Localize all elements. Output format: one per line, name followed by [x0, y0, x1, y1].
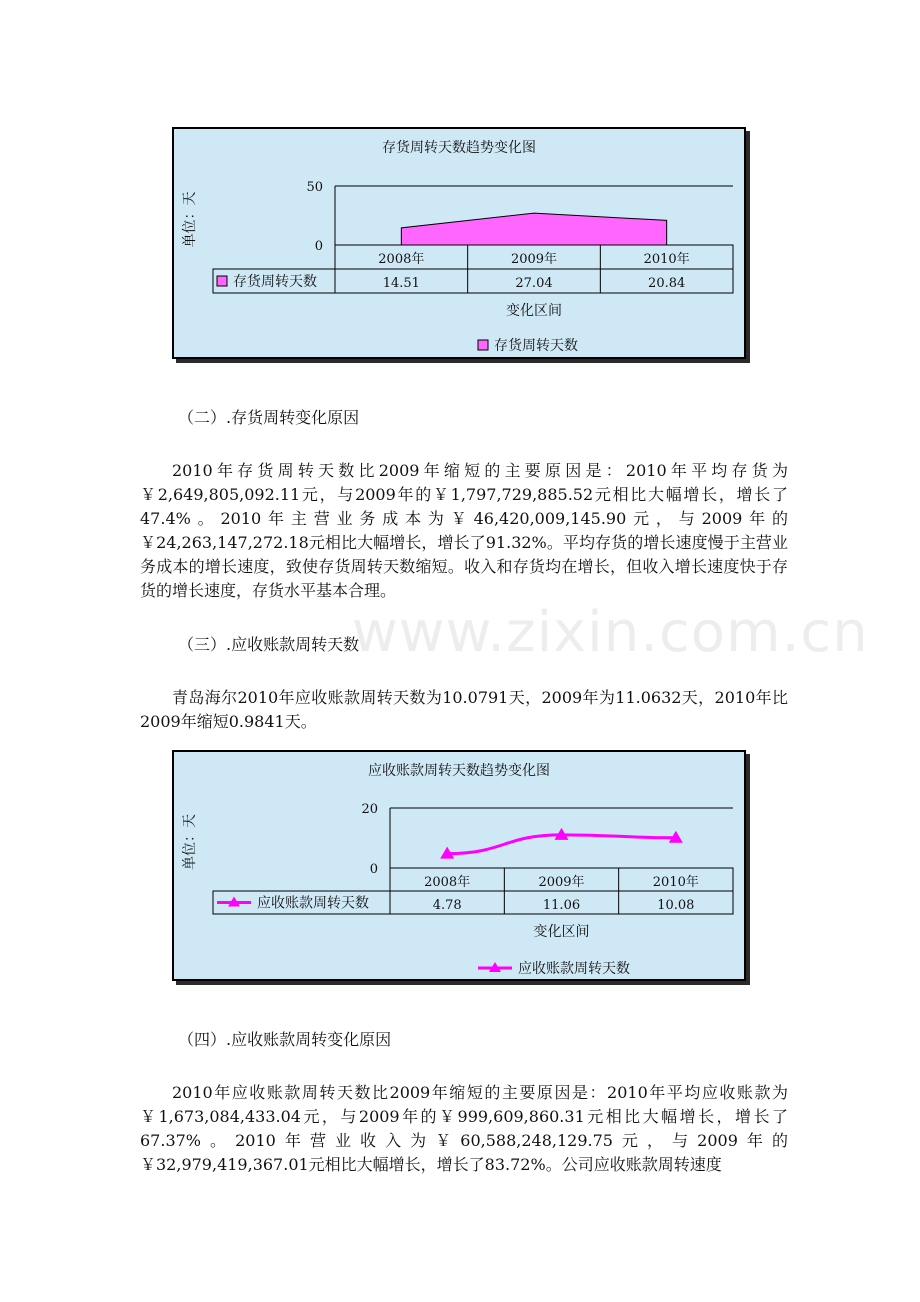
- section-3-heading: （三）.应收账款周转天数: [178, 635, 360, 654]
- data-label: 11.06: [542, 898, 581, 913]
- legend-key: [478, 340, 488, 350]
- section-4-heading: （四）.应收账款周转变化原因: [178, 1030, 392, 1049]
- receivables-turnover-chart-svg: [174, 752, 744, 979]
- table-series-name: 存货周转天数: [233, 274, 317, 290]
- x-tick-label: 2008年: [424, 875, 471, 890]
- section-2-paragraph: [140, 459, 788, 603]
- y-tick-label: 0: [369, 862, 378, 877]
- x-tick-label: 2010年: [652, 875, 699, 890]
- data-label: 20.84: [648, 276, 686, 291]
- table-legend-key: [217, 276, 227, 286]
- data-label: 27.04: [515, 276, 553, 291]
- y-axis-label: 单位：天: [182, 814, 198, 870]
- chart-title: 应收账款周转天数趋势变化图: [368, 763, 550, 779]
- x-tick-label: 2008年: [378, 252, 425, 267]
- table-series-name: 应收账款周转天数: [257, 895, 369, 912]
- section-3-text: 青岛海尔2010年应收账款周转天数为10.0791天，2009年为11.0632天，2010年比2009年缩短0.9841天。: [140, 688, 788, 731]
- receivables-turnover-chart: [172, 750, 746, 981]
- section-2-text: 2010年存货周转天数比2009年缩短的主要原因是：2010年平均存货为￥2,649,805,092.11元，与2009年的￥1,797,729,885.52元相比大幅增长，增长了47.4%。2010年主营业务成本为￥46,420,009,145.90元，与2009年的￥24,263,147,272.18元相比大幅增长，增长了91.32%。平均存货的增长速度慢于主营业务成本的增长速度，致使存货周转天数缩短。收入和存货均在增长，但收入增长速度快于存货的增长速度，存货水平基本合理。: [140, 461, 788, 600]
- series-area: [401, 213, 666, 245]
- data-label: 4.78: [432, 898, 462, 913]
- x-tick-label: 2010年: [643, 252, 690, 267]
- x-tick-label: 2009年: [510, 252, 558, 267]
- y-tick-label: 50: [306, 180, 323, 195]
- legend-label: 存货周转天数: [494, 338, 578, 354]
- section-4-paragraph: [140, 1081, 788, 1177]
- inventory-turnover-chart: [172, 127, 746, 359]
- y-tick-label: 20: [361, 802, 378, 817]
- x-tick-label: 2009年: [538, 875, 585, 890]
- data-label: 10.08: [657, 898, 695, 913]
- data-label: 14.51: [382, 276, 420, 291]
- y-axis-label: 单位：天: [182, 191, 198, 248]
- section-2-heading: （二）.存货周转变化原因: [178, 408, 360, 427]
- section-4-text: 2010年应收账款周转天数比2009年缩短的主要原因是：2010年平均应收账款为￥1,673,084,433.04元，与2009年的￥999,609,860.31元相比大幅增长，增长了67.37%。2010年营业收入为￥60,588,248,129.75元，与2009年的￥32,979,419,367.01元相比大幅增长，增长了83.72%。公司应收账款周转速度: [140, 1083, 788, 1174]
- inventory-turnover-chart-svg: [174, 129, 744, 357]
- section-3-paragraph: [140, 686, 788, 734]
- watermark-text: www.zixin.com.cn: [352, 600, 869, 665]
- y-tick-label: 0: [314, 239, 323, 254]
- legend-label: 应收账款周转天数: [518, 961, 630, 977]
- chart-title: 存货周转天数趋势变化图: [382, 140, 536, 156]
- x-axis-label: 变化区间: [506, 303, 562, 319]
- x-axis-label: 变化区间: [533, 924, 590, 940]
